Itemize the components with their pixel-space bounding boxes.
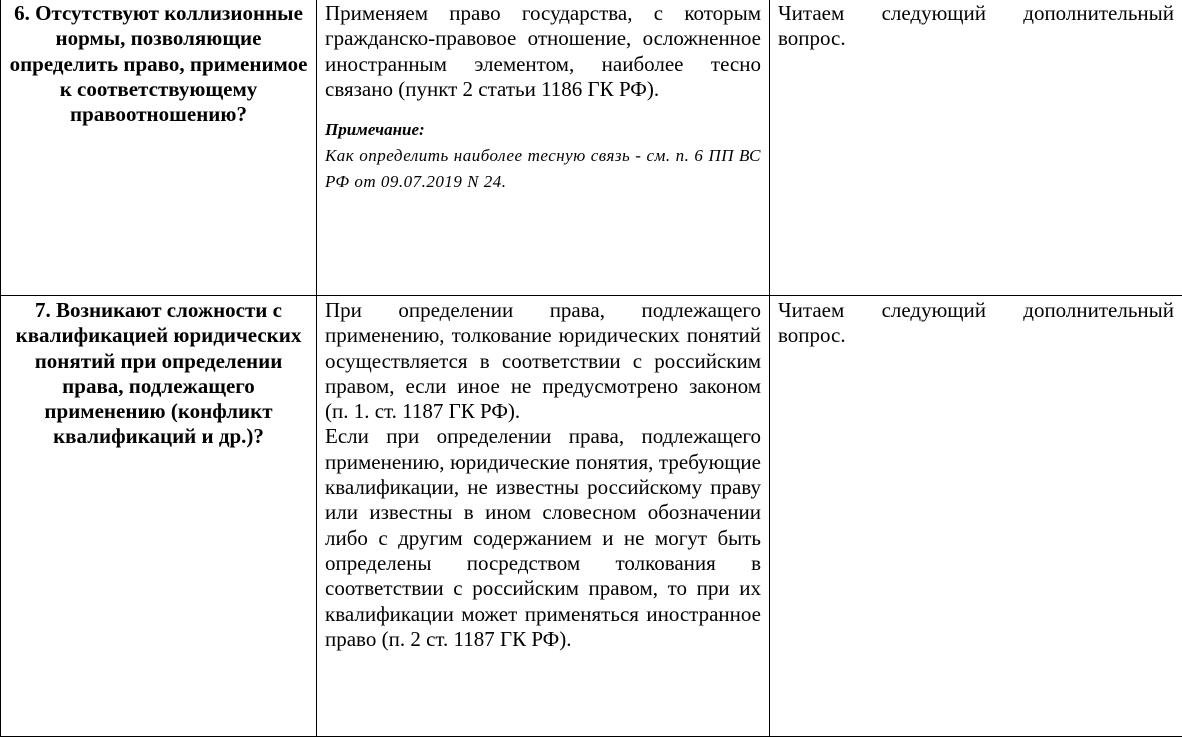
next-step-text: Читаем следующий дополнительный вопрос. (778, 1, 1174, 52)
note-block (325, 117, 761, 195)
question-cell (1, 0, 317, 296)
next-step-text: Читаем следующий дополнительный вопрос. (778, 298, 1174, 349)
question-text: 7. Возникают сложности с квалификацией юридических понятий при определении права, подлежащего применению (конфликт квалификаций и др.)? (9, 298, 308, 450)
next-step-cell (770, 0, 1182, 296)
next-step-cell (770, 296, 1182, 737)
note-text: Как определить наиболее тесную связь - см. п. 6 ПП ВС РФ от 09.07.2019 N 24. (325, 146, 761, 191)
question-text: 6. Отсутствуют коллизионные нормы, позволяющие определить право, применимое к соответствующему правоотношению? (9, 1, 308, 127)
question-cell (1, 296, 317, 737)
answer-text: Применяем право государства, с которым гражданско-правовое отношение, осложненное иностранным элементом, наиболее тесно связано (пункт 2 статьи 1186 ГК РФ). (325, 1, 761, 102)
answer-cell (317, 0, 770, 296)
answer-paragraph-2: Если при определении права, подлежащего применению, юридические понятия, требующие квалификации, не известны российскому праву или известны в ином словесном обозначении либо с другим содержанием и не могут быть определены посредством толкования в соответствии с российским правом, то при их квалификации может применяться иностранное право (п. 2 ст. 1187 ГК РФ). (325, 424, 761, 652)
answer-cell (317, 296, 770, 737)
answer-paragraph-1: При определении права, подлежащего применению, толкование юридических понятий осуществляется в соответствии с российским правом, если иное не предусмотрено законом (п. 1. ст. 1187 ГК РФ). (325, 298, 761, 424)
table-row (1, 0, 1182, 296)
table-row (1, 296, 1182, 737)
note-label: Примечание: (325, 117, 761, 143)
